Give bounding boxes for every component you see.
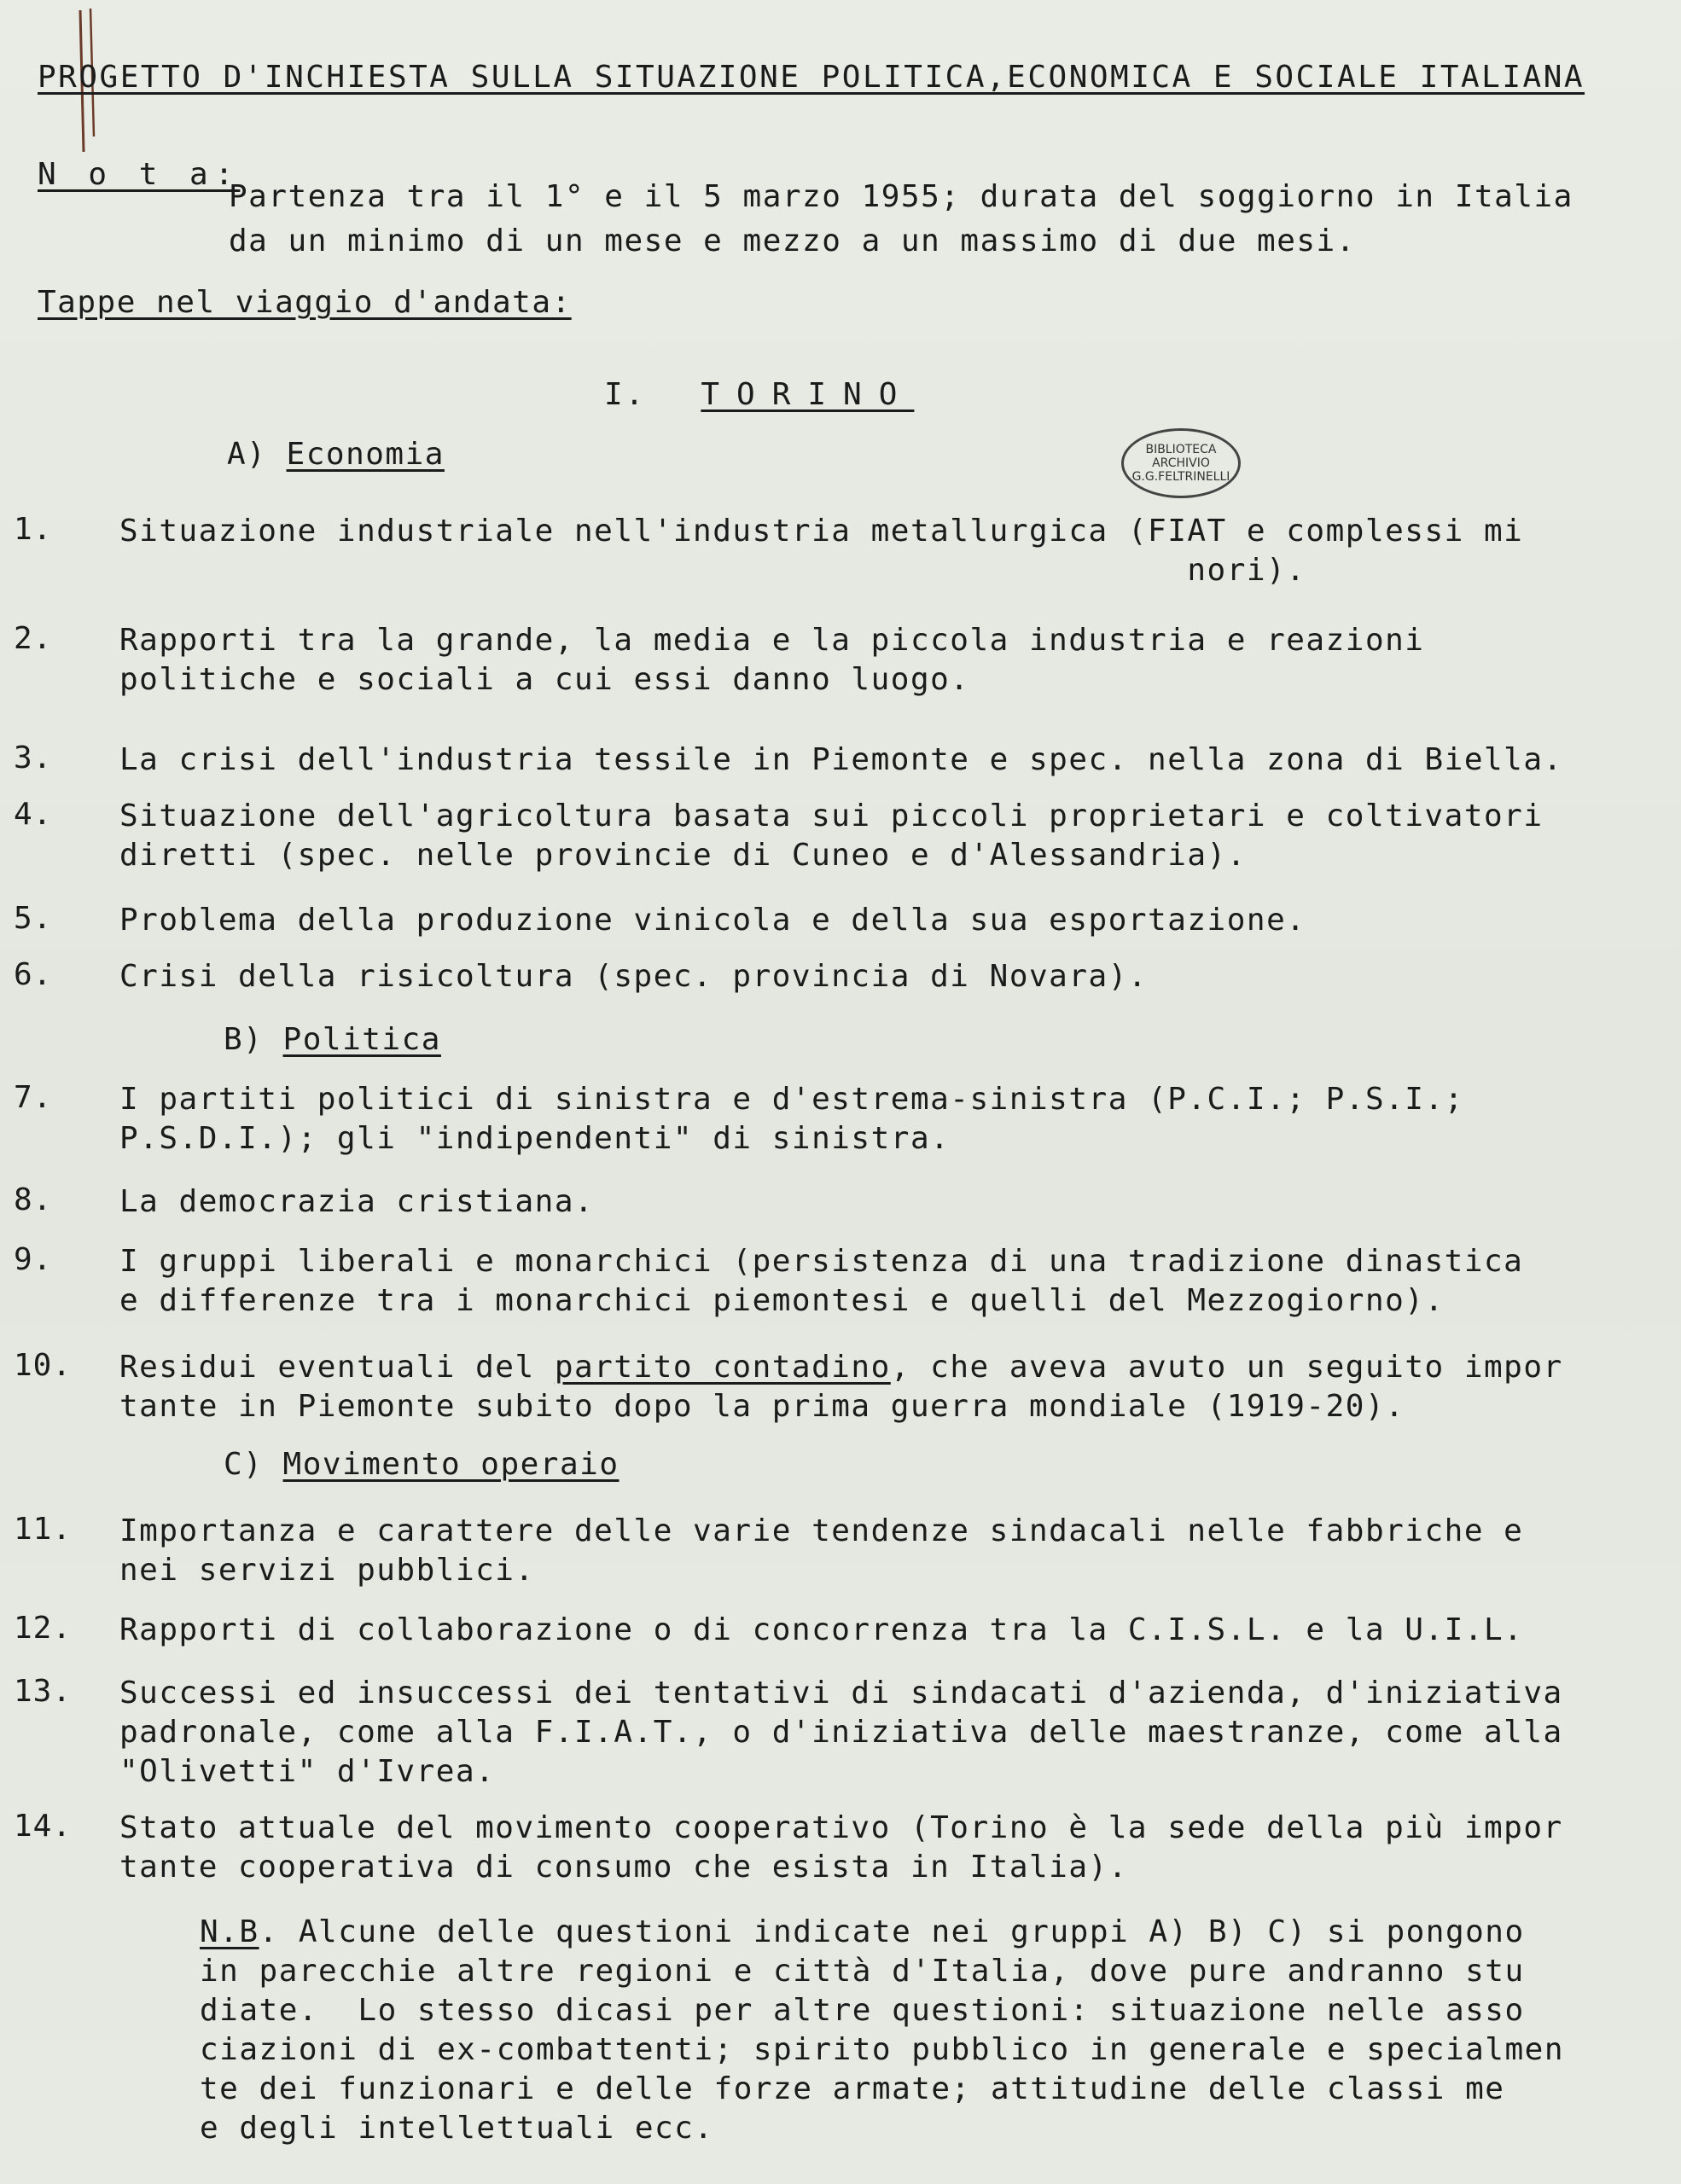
item-text: Stato attuale del movimento cooperativo (Torino è la sede della più impor tante cooperativa di consumo che esista in Italia). [119,1810,1563,1885]
subsection-b-letter: B) [224,1022,264,1057]
nota-line-2: da un minimo di un mese e mezzo a un massimo di due mesi. [229,224,1356,258]
nota-label: N o t a: [38,157,241,192]
item-number: 14. [14,1809,73,1844]
item-number: 9. [14,1242,53,1277]
tappe-heading: Tappe nel viaggio d'andata: [38,285,572,320]
item-number: 7. [14,1080,53,1115]
item-text: Successi ed insuccessi dei tentativi di sindacati d'azienda, d'iniziativa padronale, come alla F.I.A.T., o d'iniziativa delle maestranze, come alla "Olivetti" d'Ivrea. [119,1676,1563,1789]
item-text: Crisi della risicoltura (spec. provincia di Novara). [119,959,1149,994]
subsection-b [224,1022,441,1057]
item-text: Importanza e carattere delle varie tendenze sindacali nelle fabbriche e nei servizi pubblici. [119,1513,1524,1588]
item-text: La democrazia cristiana. [119,1184,595,1219]
subsection-a-letter: A) [227,437,267,472]
item-text-underlined: partito contadino [554,1350,891,1385]
item-text: Situazione dell'agricoltura basata sui piccoli proprietari e coltivatori diretti (spec. nelle provincie di Cuneo e d'Alessandria). [119,799,1544,873]
nb-paragraph [200,1913,1564,2148]
item-number: 6. [14,957,53,992]
section-heading [604,377,914,412]
subsection-c-letter: C) [224,1447,264,1482]
item-number: 4. [14,797,53,832]
archive-stamp [1121,428,1241,498]
item-number: 13. [14,1674,73,1709]
stamp-line-3: G.G.FELTRINELLI [1131,470,1230,484]
item-text: I partiti politici di sinistra e d'estrema-sinistra (P.C.I.; P.S.I.; P.S.D.I.); gli "indipendenti" di sinistra. [119,1082,1464,1156]
section-city: TORINO [701,377,915,412]
subsection-a-title: Economia [286,437,445,472]
item-text: Situazione industriale nell'industria metallurgica (FIAT e complessi mi nori). [119,514,1524,588]
nb-text: . Alcune delle questioni indicate nei gruppi A) B) C) si pongono in parecchie altre regioni e città d'Italia, dove pure andranno stu diate. Lo stesso dicasi per altre questioni: situazione nelle asso ciazioni di ex-combattenti; spirito pubblico in generale e specialmen te dei funzionari e delle forze armate; attitudine delle classi me e degli intellettuali ecc. [200,1914,1564,2146]
item-text-post: , che aveva avuto un seguito impor tante in Piemonte subito dopo la prima guerra mondiale (1919-20). [119,1350,1563,1424]
nb-label: N.B [200,1914,259,1949]
subsection-a [227,437,445,472]
subsection-b-title: Politica [282,1022,441,1057]
item-number: 3. [14,741,53,775]
item-text: Rapporti tra la grande, la media e la piccola industria e reazioni politiche e sociali a cui essi danno luogo. [119,623,1425,697]
item-text: Problema della produzione vinicola e della sua esportazione. [119,903,1306,938]
subsection-c [224,1447,619,1482]
item-text [119,1348,1563,1426]
item-text-pre: Residui eventuali del [119,1350,555,1385]
item-number: 10. [14,1348,73,1383]
item-number: 2. [14,621,53,656]
subsection-c-title: Movimento operaio [282,1447,619,1482]
section-numeral: I. [604,377,647,412]
item-text: Rapporti di collaborazione o di concorrenza tra la C.I.S.L. e la U.I.L. [119,1612,1524,1647]
item-number: 12. [14,1611,73,1646]
item-text: I gruppi liberali e monarchici (persistenza di una tradizione dinastica e differenze tra i monarchici piemontesi e quelli del Mezzogiorno). [119,1244,1524,1318]
item-number: 11. [14,1512,73,1547]
nota-line-1: Partenza tra il 1° e il 5 marzo 1955; durata del soggiorno in Italia [229,179,1573,214]
item-number: 5. [14,901,53,936]
item-number: 1. [14,512,53,547]
stamp-line-1: BIBLIOTECA [1145,443,1217,456]
item-text: La crisi dell'industria tessile in Piemonte e spec. nella zona di Biella. [119,742,1563,777]
stamp-line-2: ARCHIVIO [1152,456,1210,470]
item-number: 8. [14,1182,53,1217]
document-title: PROGETTO D'INCHIESTA SULLA SITUAZIONE POLITICA,ECONOMICA E SOCIALE ITALIANA [38,60,1585,95]
